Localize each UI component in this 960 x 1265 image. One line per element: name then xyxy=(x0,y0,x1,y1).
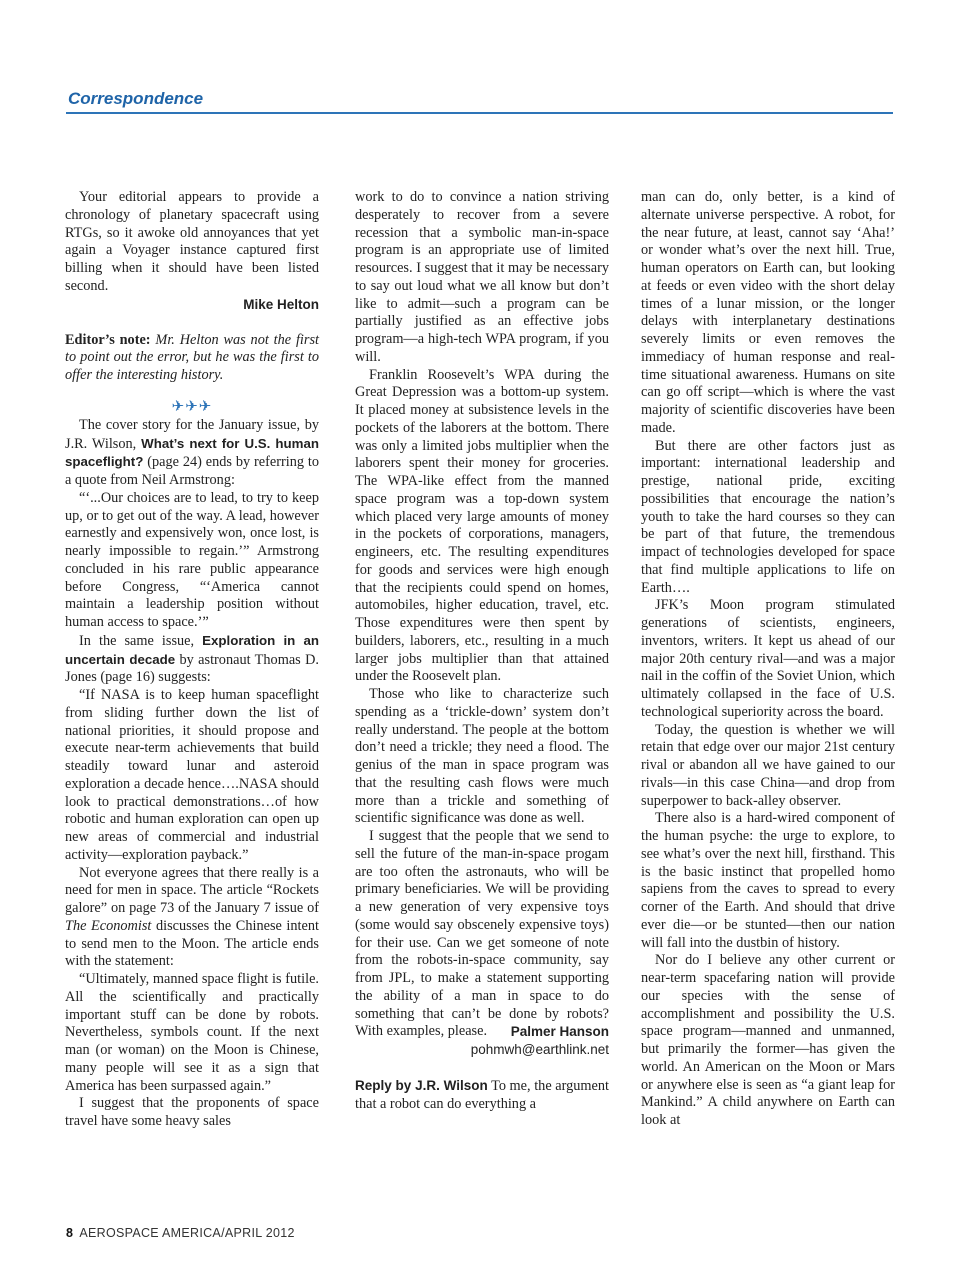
letter2-paragraph: Those who like to characterize such spending as a ‘trickle-down’ system don’t really understand. The people at the bottom don’t need a trickle; they need a flood. The genius of the man in space program was that the resulting cash flows were much more than a trickle and something of scientific significance was done as well. xyxy=(355,686,609,827)
header-rule xyxy=(66,112,893,114)
text-run: (page 24) ends by referring to a quote from Neil Armstrong: xyxy=(65,454,319,488)
editor-note-label: Editor’s note: xyxy=(65,331,151,348)
reply-paragraph: JFK’s Moon program stimulated generations of scientists, engineers, inventors, writers. It kept us ahead of our major 20th century rival—and was a major nail in the coffin of the Soviet Union, which ultimately collapsed in the face of U.S. technological superiority across the board. xyxy=(641,597,895,720)
reply-label: Reply by J.R. Wilson xyxy=(355,1078,488,1093)
letter1-body: Your editorial appears to provide a chronology of planetary spacecraft using RTGs, so it awoke old annoyances that yet again a Voyager instance captured first billing when it should have been listed second. xyxy=(65,189,319,294)
page-number: 8 xyxy=(66,1226,74,1240)
text-run: In the same issue, xyxy=(79,632,195,649)
text-run: by astronaut Thomas D. Jones (page 16) suggests: xyxy=(65,651,319,686)
letter2-paragraph xyxy=(65,865,319,972)
column-3 xyxy=(641,189,895,1130)
letter2-paragraph: Franklin Roosevelt’s WPA during the Great Depression was a bottom-up system. It placed money at subsistence levels in the pockets of the laborers at the bottom. There was only a limited jobs multiplier when the laborers spent their money for groceries. The WPA-like effect from the manned space program was a top-down system which placed very large amounts of money in the pockets of corporations, managers, engineers, etc. The resulting expenditures for goods and services were high enough that the recipients could spend on homes, automobiles, higher education, travel, etc. Those expenditures were then spent by builders, laborers, etc., resulting in a much larger jobs multiplier than that attained under the Roosevelt plan. xyxy=(355,366,609,685)
reply-paragraph: Today, the question is whether we will retain that edge over our major 21st century rival or abandon all we have gained to our rivals—in this case China—and drop from superpower to back-alley observer. xyxy=(641,721,895,809)
text-run: discusses the Chinese intent to send men to the Moon. The article ends with the statement: xyxy=(65,917,319,970)
text-run: The cover story for the January issue, by J.R. Wilson, xyxy=(65,416,319,452)
text-run: Not everyone agrees that there really is a need for men in space. The article “Rockets galore” on page 73 of the January 7 issue of xyxy=(65,864,319,916)
publication-line: AEROSPACE AMERICA/APRIL 2012 xyxy=(79,1226,295,1240)
editor-note xyxy=(65,332,319,385)
letter2-paragraph: I suggest that the people that we send to sell the future of the man-in-space progam are too often the astronauts, who will be primary beneficiaries. We will be providing a new generation of very expensive toys (some would say obscenely expensive toys) for their use. Can we get someone of note from the robots-in-space community, say from JPL, to make a statement supporting the ability of a man in space to do something that can’t be done by robots? With examples, please. xyxy=(355,828,609,1040)
reply-paragraph: Nor do I believe any other current or near-term spacefaring nation will provide our species with the sense of accomplishment and possibility the U.S. space program—manned and unmanned, but primarily the former—has given the world. An American on the Moon or Mars or anywhere else is seen as “a giant leap for Mankind.” A child anywhere on Earth can look at xyxy=(641,952,895,1128)
article-title-ref: Exploration in an uncertain decade xyxy=(65,632,319,667)
letter2-paragraph xyxy=(65,417,319,490)
letter2-paragraph xyxy=(65,632,319,687)
reply-paragraph-cont: man can do, only better, is a kind of alternate universe perspective. A robot, for the near future, at least, cannot say ‘Aha!’ or wonder what’s over the next hill. True, human operators on Earth can, but looking at feeds or even video with the short delay times of a lunar mission, or the longer delays with interplanetary destinations severely limits or even removes the immediacy of human response and real-time situational awareness. Humans on site can go off script—which is where the vast majority of scientific discoveries have been made. xyxy=(641,189,895,436)
letter2-email: pohmwh@earthlink.net xyxy=(470,1042,609,1057)
magazine-title: The Economist xyxy=(65,917,152,934)
letter2-paragraph-p7-cont: work to do to convince a nation striving desperately to recover from a severe recession that a symbolic man-in-space program is an appropriate use of limited resources. I suggest that it may be necessary to say out loud what we all know but don’t like to admit—such a program can be partially justified as an effective jobs program—a high-tech WPA program, if you will. xyxy=(355,189,609,365)
reply-paragraph: There also is a hard-wired component of the human psyche: the urge to explore, to see what’s over the next hill, firsthand. This is the basic instinct that propelled homo sapiens from the caves to spread to every corner of the Earth. And should that drive ever die—or be stunted—then our nation will fall into the dustbin of history. xyxy=(641,810,895,951)
letter2-paragraph-p7: I suggest that the proponents of space travel have some heavy sales xyxy=(65,1095,319,1129)
column-2 xyxy=(355,189,609,1114)
reply-paragraph xyxy=(355,1077,609,1114)
letter2-signature: Palmer Hanson xyxy=(510,1024,609,1039)
editor-note-text: Mr. Helton was not the first to point out the error, but he was the first to offer the interesting history. xyxy=(65,331,320,383)
reply-text: To me, the argument that a robot can do everything a xyxy=(355,1078,609,1112)
letter2-paragraph: “‘...Our choices are to lead, to try to keep up, or to get out of the way. A lead, however earnestly and expensively won, once lost, is nearly impossible to regain.’” Armstrong concluded in his rare public appearance before Congress, “‘America cannot maintain a leadership position without human access to space.’” xyxy=(65,489,319,630)
letter2-paragraph: “Ultimately, manned space flight is futile. All the scientifically and practically important stuff can be done by robots. Nevertheless, symbols count. If the next man (or woman) on the Moon is Chinese, many people will see it as a sign that America has been surpassed again.” xyxy=(65,971,319,1094)
letter2-paragraph: “If NASA is to keep human spaceflight from sliding further down the list of national priorities, it should propose and execute near-term achievements that build steadily toward lunar and asteroid exploration a decade hence….NASA should look to practical demonstrations…of how robotic and human exploration can open up new areas of commercial and industrial activity—exploration payback.” xyxy=(65,687,319,863)
reply-paragraph: But there are other factors just as important: international leadership and prestige, national pride, exciting possibilities that encourage the nation’s youth to take the hard courses so they can be part of that future, the tremendous impact of technologies developed for space that find multiple applications to life on Earth…. xyxy=(641,437,895,596)
airplane-divider-icon: ✈✈✈ xyxy=(171,396,213,415)
page-footer xyxy=(66,1226,295,1240)
column-1 xyxy=(65,189,319,1131)
letter1-signature: Mike Helton xyxy=(243,296,319,312)
section-title: Correspondence xyxy=(68,89,204,108)
article-title-ref: What’s next for U.S. human spaceflight? xyxy=(65,435,319,470)
